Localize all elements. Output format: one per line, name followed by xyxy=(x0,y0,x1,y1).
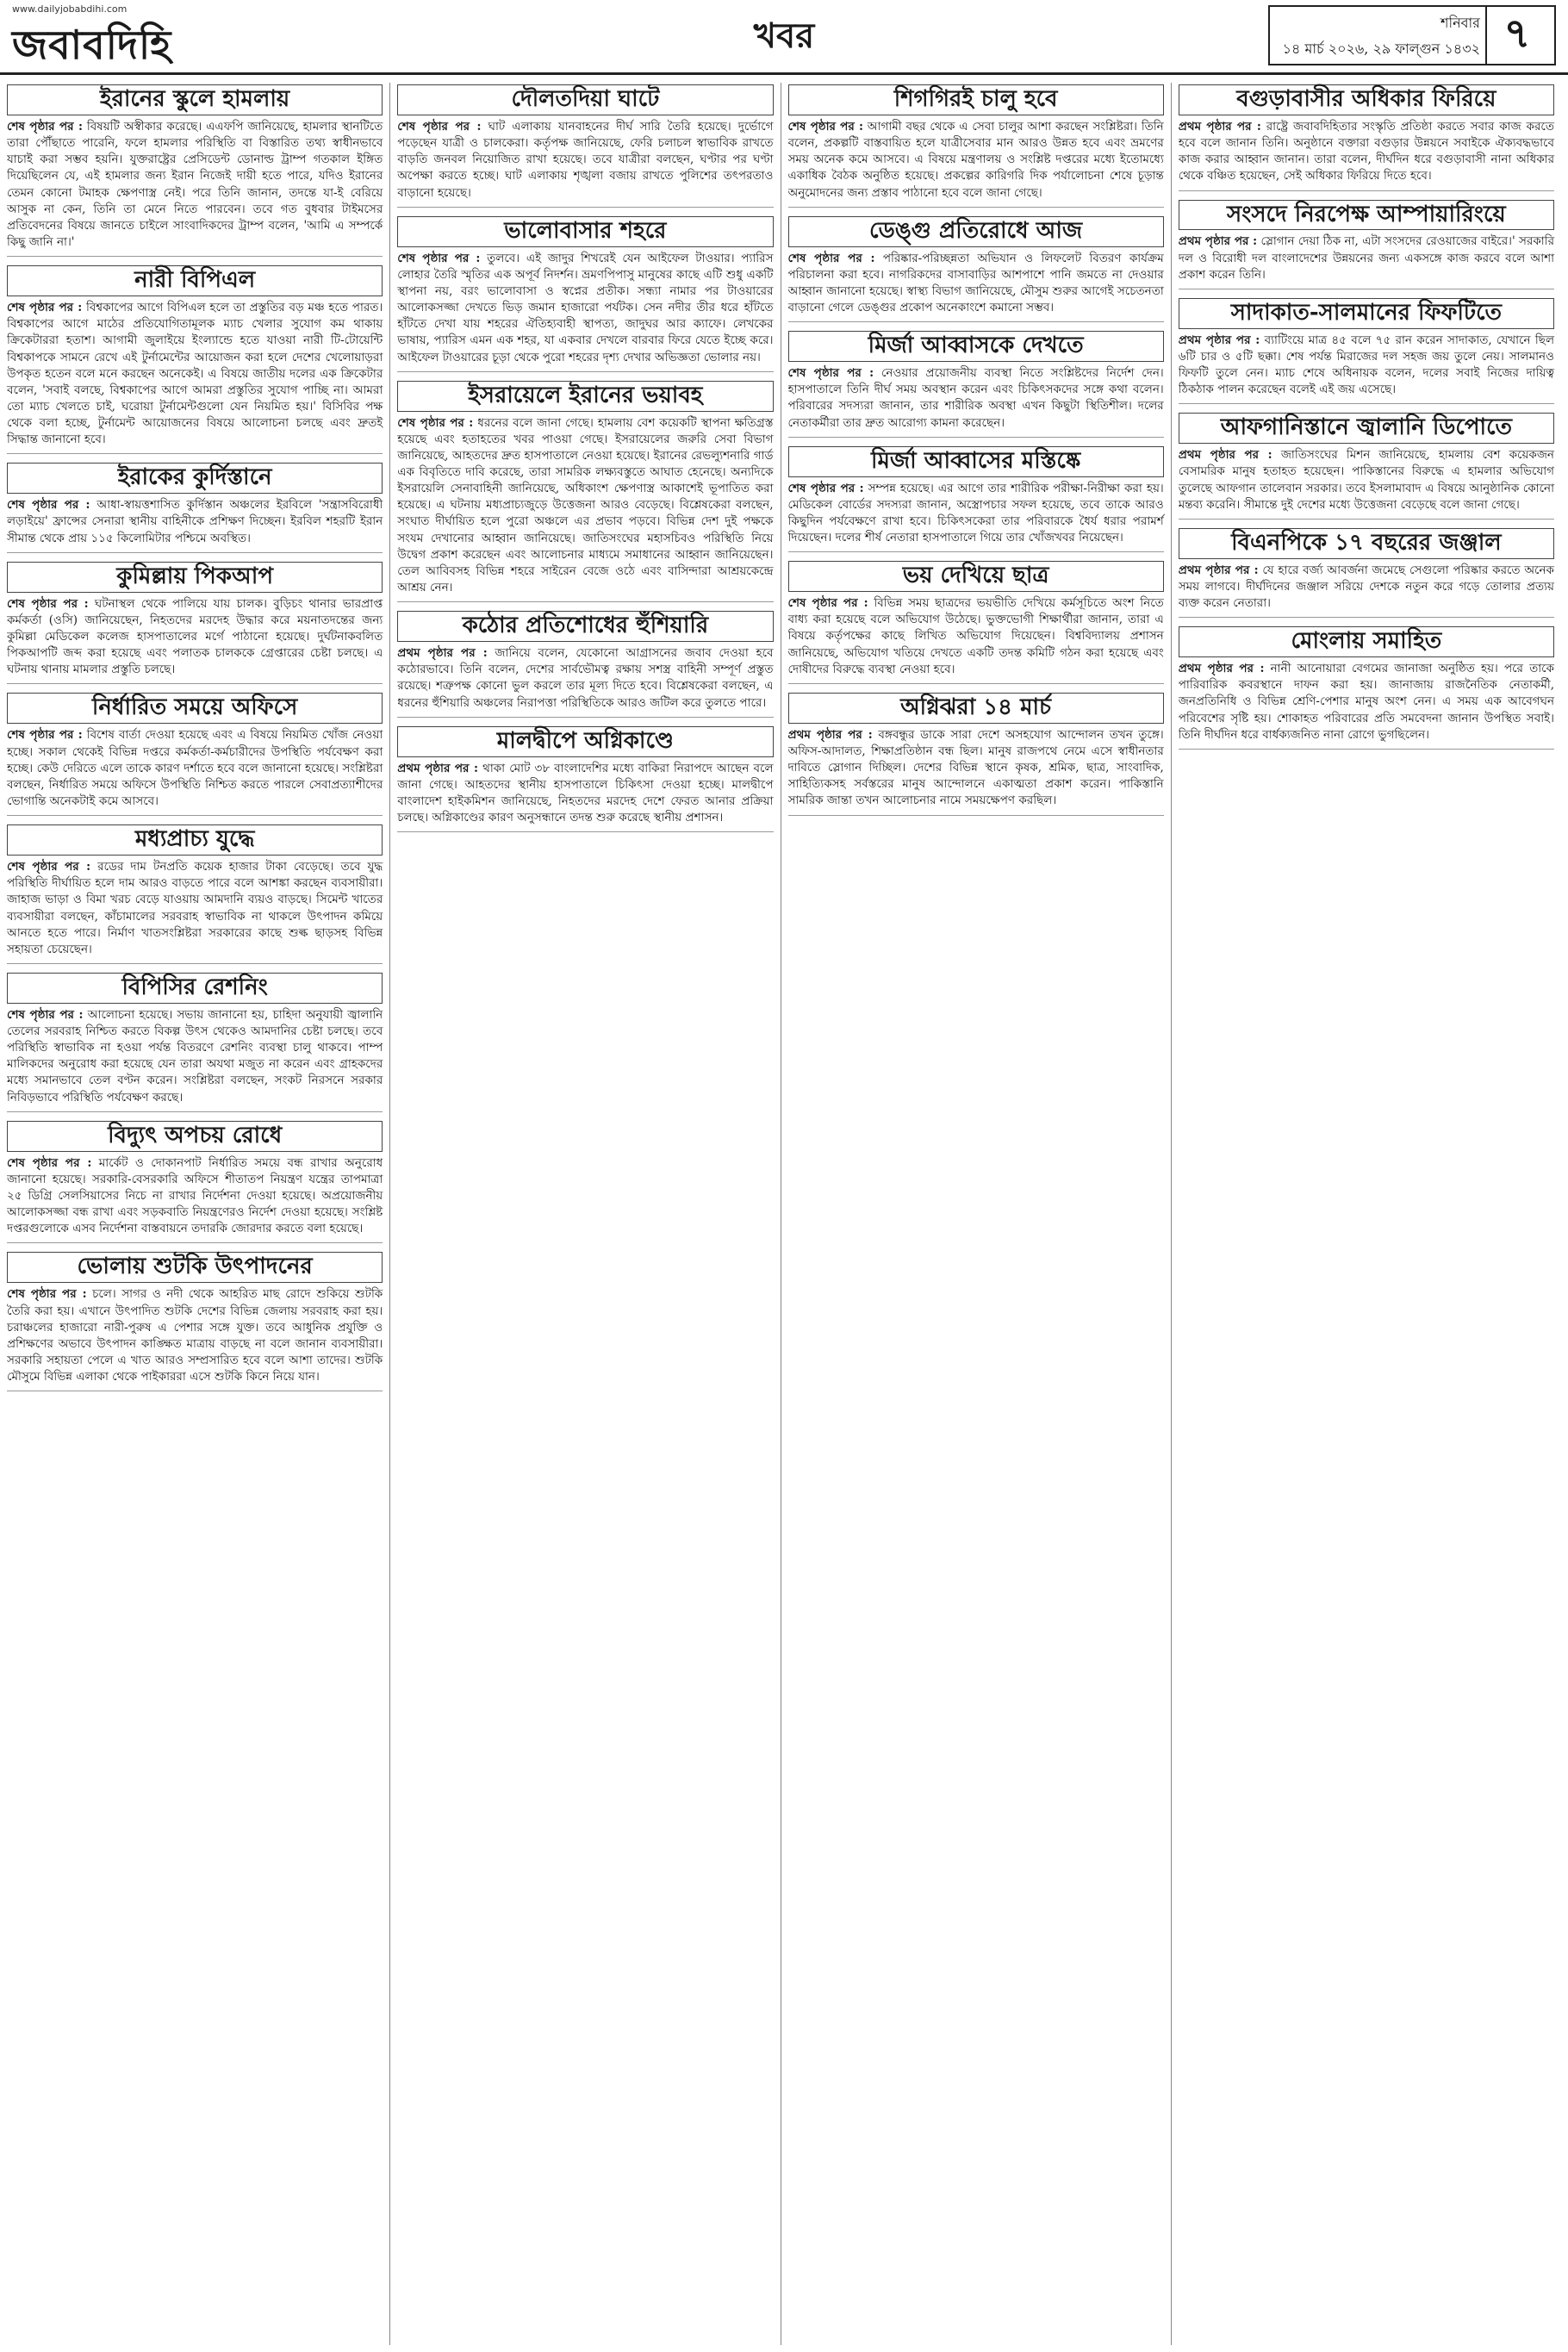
continuation-label: প্রথম পৃষ্ঠার পর : xyxy=(1178,333,1260,347)
story-body xyxy=(7,300,383,448)
story-body xyxy=(1179,119,1554,185)
news-story xyxy=(788,561,1164,684)
story-text: বিশেষ বার্তা দেওয়া হয়েছে এবং এ বিষয়ে নিয়মিত খোঁজ নেওয়া হচ্ছে। সকাল থেকেই বিভিন্ন দপ্তরে কর্মকর্তা-কর্মচারীদের উপস্থিতি পর্যবেক্ষণ করা হচ্ছে। কেউ দেরিতে এলে তাকে কারণ দর্শাতে হবে বলে জানানো হয়েছে। সংশ্লিষ্টরা বলছেন, নির্ধারিত সময়ে অফিসে উপস্থিতি নিশ্চিত করতে পারলে সেবাপ্রত্যাশীদের ভোগান্তি অনেকটাই কমে আসবে। xyxy=(7,728,383,808)
continuation-label: শেষ পৃষ্ঠার পর : xyxy=(397,415,474,430)
news-story xyxy=(788,446,1164,553)
story-text: ঘটনাস্থল থেকে পালিয়ে যায় চালক। বুড়িচং থানার ভারপ্রাপ্ত কর্মকর্তা (ওসি) জানিয়েছেন, নিহতদের মরদেহ উদ্ধার করে ময়নাতদন্তের জন্য কুমিল্লা মেডিকেল কলেজ হাসপাতালের মর্গে পাঠানো হয়েছে। দুর্ঘটনাকবলিত পিকআপটি জব্দ করা হয়েছে এবং পলাতক চালককে গ্রেপ্তারের চেষ্টা চলছে। এ ঘটনায় থানায় মামলার প্রস্তুতি চলছে। xyxy=(7,596,383,677)
story-text: পরিষ্কার-পরিচ্ছন্নতা অভিযান ও লিফলেট বিতরণ কার্যক্রম পরিচালনা করা হবে। নাগরিকদের বাসাবাড়ির আশপাশে পানি জমতে না দেওয়ার আহ্বান জানানো হয়েছে। স্বাস্থ্য বিভাগ জানিয়েছে, মৌসুম শুরুর আগেই সচেতনতা বাড়ানো গেলে ডেঙ্গুর প্রকোপ অনেকাংশে কমানো সম্ভব। xyxy=(787,251,1164,315)
issue-date: ১৪ মার্চ ২০২৬, ২৯ ফাল্গুন ১৪৩২ xyxy=(1282,40,1480,57)
story-body xyxy=(1179,661,1554,744)
story-body xyxy=(7,1286,383,1385)
news-story xyxy=(1179,84,1554,191)
story-headline[interactable]: বিদ্যুৎ অপচয় রোধে xyxy=(7,1121,383,1152)
story-headline[interactable]: আফগানিস্তানে জ্বালানি ডিপোতে xyxy=(1179,413,1554,444)
story-body xyxy=(788,251,1164,317)
story-text: বঙ্গবন্ধুর ডাকে সারা দেশে অসহযোগ আন্দোলন তখন তুঙ্গে। অফিস-আদালত, শিক্ষাপ্রতিষ্ঠান বন্ধ ছিল। মানুষ রাজপথে নেমে এসে স্বাধীনতার দাবিতে স্লোগান দিচ্ছিল। দেশের বিভিন্ন স্থানে কৃষক, শ্রমিক, ছাত্র, সাংবাদিক, সাহিত্যিকসহ সর্বস্তরের মানুষ আন্দোলনে একাত্মতা প্রকাশ করেন। পাকিস্তানি সামরিক জান্তা তখন আলোচনার নামে সময়ক্ষেপণ করছিল। xyxy=(787,727,1164,808)
story-body xyxy=(1179,563,1554,612)
news-story xyxy=(7,1121,383,1244)
story-body xyxy=(1179,333,1554,399)
continuation-label: প্রথম পৃষ্ঠার পর : xyxy=(1178,119,1261,134)
news-story xyxy=(397,611,773,718)
story-headline[interactable]: মোংলায় সমাহিত xyxy=(1179,626,1554,657)
news-story xyxy=(788,84,1164,208)
story-headline[interactable]: ভালোবাসার শহরে xyxy=(397,216,773,247)
story-body xyxy=(7,497,383,546)
story-text: নেওয়ার প্রয়োজনীয় ব্যবস্থা নিতে সংশ্লিষ্টদের নির্দেশ দেন। হাসপাতালে তিনি দীর্ঘ সময় অবস্থান করেন এবং চিকিৎসকদের সঙ্গে কথা বলেন। পরিবারের সদস্যরা জানান, তার শারীরিক অবস্থা এখন কিছুটা স্থিতিশীল। দলের নেতাকর্মীরা তার দ্রুত আরোগ্য কামনা করেছেন। xyxy=(787,366,1164,430)
news-story xyxy=(397,84,773,208)
story-text: আগামী বছর থেকে এ সেবা চালুর আশা করছেন সংশ্লিষ্টরা। তিনি বলেন, প্রকল্পটি বাস্তবায়িত হলে যাত্রীসেবার মান আরও উন্নত হবে এবং ভ্রমণের সময় অনেক কমে আসবে। এ বিষয়ে মন্ত্রণালয় ও সংশ্লিষ্ট দপ্তরের মধ্যে ইতোমধ্যে একাধিক বৈঠক অনুষ্ঠিত হয়েছে। প্রকল্পের কারিগরি দিক পর্যালোচনা শেষে চূড়ান্ত অনুমোদনের জন্য প্রস্তাব পাঠানো হবে বলে জানা গেছে। xyxy=(787,119,1164,200)
story-text: তুলবে। এই জাদুর শিখরেই যেন আইফেল টাওয়ার। প্যারিস লোহার তৈরি স্মৃতির এক অপূর্ব নিদর্শন। ভ্রমণপিপাসু মানুষের কাছে এটি শুধু একটি স্থাপনা নয়, বরং ভালোবাসা ও স্বপ্নের প্রতীক। সন্ধ্যা নামার পর টাওয়ারের আলোকসজ্জা দেখতে ভিড় জমান হাজারো পর্যটক। সেন নদীর তীর ধরে হাঁটতে হাঁটতে দেখা যায় শহরের ঐতিহ্যবাহী স্থাপত্য, জাদুঘর আর ক্যাফে। লেখকের ভাষায়, প্যারিস এমন এক শহর, যা একবার দেখলে বারবার ফিরে যেতে ইচ্ছে করে। আইফেল টাওয়ারের চূড়া থেকে পুরো শহরের দৃশ্য দেখার অভিজ্ঞতা ভোলার নয়। xyxy=(397,251,774,364)
story-headline[interactable]: বগুড়াবাসীর অধিকার ফিরিয়ে xyxy=(1179,84,1554,115)
continuation-label: প্রথম পৃষ্ঠার পর : xyxy=(397,646,488,661)
story-body xyxy=(7,1155,383,1238)
continuation-label: শেষ পৃষ্ঠার পর : xyxy=(7,596,89,611)
story-text: বিভিন্ন সময় ছাত্রদের ভয়ভীতি দেখিয়ে কর্মসূচিতে অংশ নিতে বাধ্য করা হয়েছে বলে অভিযোগ উঠেছে। ভুক্তভোগী শিক্ষার্থীরা জানান, তারা এ বিষয়ে কর্তৃপক্ষের কাছে লিখিত অভিযোগ দিয়েছেন। বিশ্ববিদ্যালয় প্রশাসন জানিয়েছে, অভিযোগ খতিয়ে দেখতে একটি তদন্ত কমিটি গঠন করা হয়েছে এবং দোষীদের বিরুদ্ধে ব্যবস্থা নেওয়া হবে। xyxy=(787,596,1164,676)
news-story xyxy=(788,216,1164,323)
continuation-label: প্রথম পৃষ্ঠার পর : xyxy=(397,761,478,775)
continuation-label: শেষ পৃষ্ঠার পর : xyxy=(7,728,83,743)
story-headline[interactable]: কঠোর প্রতিশোধের হুঁশিয়ারি xyxy=(397,611,773,642)
news-story xyxy=(7,84,383,257)
news-story xyxy=(1179,200,1554,289)
story-body xyxy=(7,727,383,810)
story-text: বিষয়টি অস্বীকার করেছে। এএফপি জানিয়েছে, হামলার স্থানটিতে তারা পৌঁছাতে পারেনি, ফলে হামলার পরিস্থিতি বা বিস্তারিত তথ্য স্বাধীনভাবে যাচাই করা সম্ভব হয়নি। যুক্তরাষ্ট্রের প্রেসিডেন্ট ডোনাল্ড ট্রাম্প গতকাল ইঙ্গিত দিয়েছিলেন যে, এই হামলার জন্য ইরান নিজেই দায়ী হতে পারে, যদিও ইরানের তেমন কোনো টমাহক ক্ষেপণাস্ত্র নেই। পরে তিনি জানান, তদন্তে যা-ই বেরিয়ে আসুক না কেন, তিনি তা মেনে নিতে পারবেন। তবে গত বুধবার টাইমসের প্রতিবেদনের বিষয়ে জানতে চাইলে সাংবাদিকদের ট্রাম্প বলেন, 'আমি এ সম্পর্কে কিছু জানি না।' xyxy=(7,119,383,249)
news-column xyxy=(397,83,781,2345)
news-story xyxy=(397,726,773,833)
news-story xyxy=(7,824,383,964)
story-body xyxy=(788,595,1164,678)
story-text: ঘাট এলাকায় যানবাহনের দীর্ঘ সারি তৈরি হয়েছে। দুর্ভোগে পড়েছেন যাত্রী ও চালকেরা। কর্তৃপক্ষ জানিয়েছে, ফেরি চলাচল স্বাভাবিক রাখতে বাড়তি জনবল নিয়োজিত রাখা হয়েছে। তবে যাত্রীরা বলছেন, ঘণ্টার পর ঘণ্টা অপেক্ষা করতে হচ্ছে। ঘাট এলাকায় শৃঙ্খলা বজায় রাখতে পুলিশের তৎপরতাও বাড়ানো হয়েছে। xyxy=(397,119,774,200)
continuation-label: শেষ পৃষ্ঠার পর : xyxy=(7,498,90,513)
story-headline[interactable]: ভয় দেখিয়ে ছাত্র xyxy=(788,561,1164,592)
continuation-label: শেষ পৃষ্ঠার পর : xyxy=(787,119,863,134)
story-headline[interactable]: ইসরায়েলে ইরানের ভয়াবহ xyxy=(397,381,773,412)
story-text: থাকা মোট ৩৮ বাংলাদেশির মধ্যে বাকিরা নিরাপদে আছেন বলে জানা গেছে। আহতদের স্থানীয় হাসপাতালে চিকিৎসা দেওয়া হচ্ছে। মালদ্বীপে বাংলাদেশ হাইকমিশন জানিয়েছে, নিহতদের মরদেহ দেশে ফেরত আনার প্রক্রিয়া চলছে। অগ্নিকাণ্ডের কারণ অনুসন্ধানে তদন্ত শুরু করেছে স্থানীয় প্রশাসন। xyxy=(397,761,774,825)
continuation-label: শেষ পৃষ্ঠার পর : xyxy=(397,251,481,265)
story-body xyxy=(397,415,773,597)
story-headline[interactable]: নারী বিপিএল xyxy=(7,265,383,296)
continuation-label: শেষ পৃষ্ঠার পর : xyxy=(7,860,91,874)
news-column xyxy=(788,83,1172,2345)
news-story xyxy=(788,331,1164,438)
story-headline[interactable]: সংসদে নিরপেক্ষ আম্পায়ারিংয়ে xyxy=(1179,200,1554,231)
continuation-label: শেষ পৃষ্ঠার পর : xyxy=(7,119,83,134)
story-headline[interactable]: মালদ্বীপে অগ্নিকাণ্ডে xyxy=(397,726,773,757)
news-story xyxy=(1179,413,1554,520)
story-text: রডের দাম টনপ্রতি কয়েক হাজার টাকা বেড়েছে। তবে যুদ্ধ পরিস্থিতি দীর্ঘায়িত হলে দাম আরও বাড়তে পারে বলে আশঙ্কা করছেন ব্যবসায়ীরা। জাহাজ ভাড়া ও বিমা খরচ বেড়ে যাওয়ায় আমদানি ব্যয়ও বাড়ছে। সিমেন্ট খাতের ব্যবসায়ীরা বলছেন, কাঁচামালের সরবরাহ স্বাভাবিক না থাকলে উৎপাদন কমিয়ে আনতে হতে পারে। নির্মাণ খাতসংশ্লিষ্টরা সরকারের কাছে শুল্ক ছাড়সহ বিভিন্ন সহায়তা চেয়েছেন। xyxy=(7,860,383,956)
continuation-label: প্রথম পৃষ্ঠার পর : xyxy=(1178,563,1259,577)
story-text: যে হারে বর্জ্য আবর্জনা জমেছে সেগুলো পরিষ্কার করতে অনেক সময় লাগবে। দীর্ঘদিনের জঞ্জাল সরিয়ে দেশকে নতুন করে গড়ে তোলার প্রত্যয় ব্যক্ত করেন নেতারা। xyxy=(1178,563,1554,611)
story-text: আধা-স্বায়ত্তশাসিত কুর্দিস্তান অঞ্চলের ইরবিলে 'সন্ত্রাসবিরোধী লড়াইয়ে' ফ্রান্সের সেনারা স্থানীয় বাহিনীকে প্রশিক্ষণ দিচ্ছেন। ইরবিল শহরটি ইরান সীমান্ত থেকে প্রায় ১১৫ কিলোমিটার পশ্চিমে অবস্থিত। xyxy=(7,498,383,545)
story-text: ব্যাটিংয়ে মাত্র ৪৫ বলে ৭৫ রান করেন সাদাকাত, যেখানে ছিল ৬টি চার ও ৫টি ছক্কা। শেষ পর্যন্ত মিরাজের দল সহজ জয় তুলে নেয়। সালমানও ফিফটি তুলে নেন। ম্যাচ শেষে অধিনায়ক বলেন, দলের সবাই নিজের দায়িত্ব ঠিকঠাক পালন করেছেন বলেই এই জয় এসেছে। xyxy=(1178,333,1554,397)
section-title: খবর xyxy=(753,16,815,56)
news-column xyxy=(7,83,390,2345)
continuation-label: প্রথম পৃষ্ঠার পর : xyxy=(1178,234,1258,249)
story-text: ধরনের বলে জানা গেছে। হামলায় বেশ কয়েকটি স্থাপনা ক্ষতিগ্রস্ত হয়েছে এবং হতাহতের খবর পাওয়া গেছে। ইসরায়েলের জরুরি সেবা বিভাগ জানিয়েছে, আহতদের দ্রুত হাসপাতালে নেওয়া হয়েছে। ইরানের রেভল্যুশনারি গার্ড এক বিবৃতিতে দাবি করেছে, তারা সামরিক লক্ষ্যবস্তুতে আঘাত হেনেছে। অন্যদিকে ইসরায়েলি সেনাবাহিনী জানিয়েছে, অধিকাংশ ক্ষেপণাস্ত্র আকাশেই ভূপাতিত করা হয়েছে। এ ঘটনায় মধ্যপ্রাচ্যজুড়ে উত্তেজনা আরও বেড়েছে। বিশ্লেষকেরা বলছেন, সংঘাত দীর্ঘায়িত হলে পুরো অঞ্চলে এর প্রভাব পড়বে। বিভিন্ন দেশ দুই পক্ষকে সংযম দেখানোর আহ্বান জানিয়েছে। জাতিসংঘের মহাসচিবও পরিস্থিতি নিয়ে উদ্বেগ প্রকাশ করেছেন এবং আলোচনার মাধ্যমে সমাধানের আহ্বান জানিয়েছেন। তেল আবিবসহ বিভিন্ন শহরে সাইরেন বেজে ওঠে এবং বাসিন্দারা আশ্রয়কেন্দ্রে আশ্রয় নেন। xyxy=(397,415,774,595)
masthead-rule xyxy=(0,72,1568,75)
news-story xyxy=(7,1252,383,1391)
story-headline[interactable]: ডেঙ্গু প্রতিরোধে আজ xyxy=(788,216,1164,247)
story-text: আলোচনা হয়েছে। সভায় জানানো হয়, চাহিদা অনুযায়ী জ্বালানি তেলের সরবরাহ নিশ্চিত করতে বিকল্প উৎস থেকেও আমদানির চেষ্টা চলছে। তবে পরিস্থিতি স্বাভাবিক না হওয়া পর্যন্ত বিতরণে রেশনিং ব্যবস্থা চালু থাকবে। পাম্প মালিকদের অনুরোধ করা হয়েছে যেন তারা অযথা মজুত না করেন এবং গ্রাহকদের মধ্যে সমানভাবে তেল বণ্টন করেন। সংশ্লিষ্টরা বলছেন, সংকট নিরসনে সরকার নিবিড়ভাবে পরিস্থিতি পর্যবেক্ষণ করছে। xyxy=(7,1007,383,1104)
story-headline[interactable]: ইরানের স্কুলে হামলায় xyxy=(7,84,383,115)
story-body xyxy=(788,365,1164,432)
news-story xyxy=(1179,528,1554,618)
news-story xyxy=(788,693,1164,816)
story-headline[interactable]: নির্ধারিত সময়ে অফিসে xyxy=(7,693,383,724)
news-story xyxy=(397,216,773,372)
page-number: ৭ xyxy=(1485,7,1547,64)
story-body xyxy=(397,761,773,827)
story-body xyxy=(7,1007,383,1106)
continuation-label: প্রথম পৃষ্ঠার পর : xyxy=(1178,662,1265,676)
continuation-label: শেষ পৃষ্ঠার পর : xyxy=(7,301,83,315)
story-headline[interactable]: বিএনপিকে ১৭ বছরের জঞ্জাল xyxy=(1179,528,1554,559)
news-story xyxy=(7,265,383,454)
story-text: মার্কেট ও দোকানপাট নির্ধারিত সময়ে বন্ধ রাখার অনুরোধ জানানো হয়েছে। সরকারি-বেসরকারি অফিসে শীতাতপ নিয়ন্ত্রণ যন্ত্রের তাপমাত্রা ২৫ ডিগ্রি সেলসিয়াসের নিচে না রাখার নির্দেশনা দেওয়া হয়েছে। অপ্রয়োজনীয় আলোকসজ্জা বন্ধ রাখা এবং সড়কবাতি নিয়ন্ত্রণেরও নির্দেশ দেওয়া হয়েছে। সংশ্লিষ্ট দপ্তরগুলোকে এসব নির্দেশনা বাস্তবায়নে তদারকি জোরদার করতে বলা হয়েছে। xyxy=(7,1155,383,1236)
story-headline[interactable]: বিপিসির রেশনিং xyxy=(7,973,383,1004)
story-headline[interactable]: মির্জা আব্বাসের মস্তিষ্কে xyxy=(788,446,1164,477)
story-headline[interactable]: মধ্যপ্রাচ্য যুদ্ধে xyxy=(7,824,383,856)
story-headline[interactable]: কুমিল্লায় পিকআপ xyxy=(7,562,383,593)
story-text: বিশ্বকাপের আগে বিপিএল হলে তা প্রস্তুতির বড় মঞ্চ হতে পারত। বিশ্বকাপের আগে মাঠের প্রতিযোগিতামূলক ম্যাচ খেলার সুযোগ কম থাকায় ক্রিকেটাররা হতাশ। আগামী জুলাইয়ে ইংল্যান্ডে হতে যাওয়া নারী টি-টোয়েন্টি বিশ্বকাপকে সামনে রেখে এই টুর্নামেন্টের আয়োজন করা হলে দেশের খেলোয়াড়রা উপকৃত হতেন বলে মনে করছেন অনেকেই। এ বিষয়ে জাতীয় দলের এক ক্রিকেটার বলেন, 'সবাই বলছে, বিশ্বকাপের আগে আমরা প্রস্তুতির সুযোগ পাচ্ছি না। আমরা তো ম্যাচ খেলতে চাই, ঘরোয়া টুর্নামেন্টগুলো যেন নিয়মিত হয়।' বিসিবির পক্ষ থেকে বলা হচ্ছে, টুর্নামেন্ট আয়োজনের বিষয়ে আলোচনা চলছে এবং দ্রুতই সিদ্ধান্ত জানানো হবে। xyxy=(7,301,383,447)
story-body xyxy=(397,251,773,366)
date-box xyxy=(1268,5,1556,65)
news-story xyxy=(7,693,383,816)
story-body xyxy=(7,859,383,958)
news-story xyxy=(1179,298,1554,405)
continuation-label: শেষ পৃষ্ঠার পর : xyxy=(787,251,875,265)
news-column xyxy=(1179,83,1561,2345)
story-body xyxy=(788,481,1164,547)
story-headline[interactable]: সাদাকাত-সালমানের ফিফটিতে xyxy=(1179,298,1554,329)
newspaper-logo: জবাবদিহি xyxy=(12,22,172,68)
story-text: জানিয়ে বলেন, যেকোনো আগ্রাসনের জবাব দেওয়া হবে কঠোরভাবে। তিনি বলেন, দেশের সার্বভৌমত্ব রক্ষায় সশস্ত্র বাহিনী সম্পূর্ণ প্রস্তুত রয়েছে। শত্রুপক্ষ কোনো ভুল করলে তার মূল্য দিতে হবে। বিশ্লেষকেরা বলছেন, এ ধরনের হুঁশিয়ারি অঞ্চলের নিরাপত্তা পরিস্থিতিকে আরও জটিল করে তুলতে পারে। xyxy=(397,646,774,710)
continuation-label: প্রথম পৃষ্ঠার পর : xyxy=(787,727,873,742)
news-story xyxy=(7,463,383,552)
continuation-label: শেষ পৃষ্ঠার পর : xyxy=(787,596,868,611)
continuation-label: শেষ পৃষ্ঠার পর : xyxy=(787,366,874,381)
masthead xyxy=(0,0,1568,71)
story-headline[interactable]: ভোলায় শুটকি উৎপাদনের xyxy=(7,1252,383,1283)
continuation-label: শেষ পৃষ্ঠার পর : xyxy=(787,481,864,495)
continuation-label: শেষ পৃষ্ঠার পর : xyxy=(397,119,482,134)
news-story xyxy=(1179,626,1554,750)
weekday: শনিবার xyxy=(1440,15,1480,31)
news-story xyxy=(7,973,383,1112)
story-body xyxy=(1179,447,1554,513)
story-body xyxy=(7,596,383,679)
continuation-label: প্রথম পৃষ্ঠার পর : xyxy=(1178,448,1272,463)
story-text: জাতিসংঘের মিশন জানিয়েছে, হামলায় বেশ কয়েকজন বেসামরিক মানুষ হতাহত হয়েছেন। পাকিস্তানের বিরুদ্ধে এ হামলার অভিযোগ তুলেছে আফগান তালেবান সরকার। তবে ইসলামাবাদ এ বিষয়ে আনুষ্ঠানিক কোনো মন্তব্য করেনি। সীমান্তে দুই দেশের মধ্যে উত্তেজনা বেড়েছে বলে জানা গেছে। xyxy=(1178,448,1554,512)
story-body xyxy=(397,645,773,712)
story-headline[interactable]: অগ্নিঝরা ১৪ মার্চ xyxy=(788,693,1164,724)
story-headline[interactable]: মির্জা আব্বাসকে দেখতে xyxy=(788,331,1164,362)
story-body xyxy=(7,119,383,251)
story-headline[interactable]: ইরাকের কুর্দিস্তানে xyxy=(7,463,383,494)
story-text: চলে। সাগর ও নদী থেকে আহরিত মাছ রোদে শুকিয়ে শুটকি তৈরি করা হয়। এখানে উৎপাদিত শুটকি দেশের বিভিন্ন জেলায় সরবরাহ করা হয়। চরাঞ্চলের হাজারো নারী-পুরুষ এ পেশার সঙ্গে যুক্ত। তবে আধুনিক প্রযুক্তি ও প্রশিক্ষণের অভাবে উৎপাদন কাঙ্ক্ষিত মাত্রায় বাড়ছে না বলে জানান ব্যবসায়ীরা। সরকারি সহায়তা পেলে এ খাত আরও সম্প্রসারিত হবে বলে আশা তাদের। শুটকি মৌসুমে বিভিন্ন এলাকা থেকে পাইকাররা এসে শুটকি কিনে নিয়ে যান। xyxy=(7,1287,383,1384)
story-headline[interactable]: শিগগিরই চালু হবে xyxy=(788,84,1164,115)
story-text: স্লোগান দেয়া ঠিক না, এটা সংসদের রেওয়াজের বাইরে।' সরকারি দল ও বিরোধী দল বাংলাদেশের উন্নয়নের জন্য একসঙ্গে কাজ করবে বলে আশা প্রকাশ করেন তিনি। xyxy=(1178,234,1554,282)
story-body xyxy=(788,727,1164,810)
story-text: সম্পন্ন হয়েছে। এর আগে তার শারীরিক পরীক্ষা-নিরীক্ষা করা হয়। মেডিকেল বোর্ডের সদস্যরা জানান, অস্ত্রোপচার সফল হয়েছে, তবে তাকে আরও কিছুদিন পর্যবেক্ষণে রাখা হবে। চিকিৎসকেরা তার পরিবারকে ধৈর্য ধরার পরামর্শ দিয়েছেন। দলের শীর্ষ নেতারা হাসপাতালে গিয়ে তার খোঁজখবর নিয়েছেন। xyxy=(787,481,1164,545)
continuation-label: শেষ পৃষ্ঠার পর : xyxy=(7,1287,87,1302)
story-headline[interactable]: দৌলতদিয়া ঘাটে xyxy=(397,84,773,115)
story-text: নানী আনোয়ারা বেগমের জানাজা অনুষ্ঠিত হয়। পরে তাকে পারিবারিক কবরস্থানে দাফন করা হয়। জানাজায় রাজনৈতিক নেতাকর্মী, জনপ্রতিনিধি ও বিভিন্ন শ্রেণি-পেশার মানুষ অংশ নেন। এ সময় এক আবেগঘন পরিবেশের সৃষ্টি হয়। শোকাহত পরিবারের প্রতি সমবেদনা জানান উপস্থিত সবাই। তিনি দীর্ঘদিন ধরে বার্ধক্যজনিত নানা রোগে ভুগছিলেন। xyxy=(1178,662,1554,742)
news-columns xyxy=(7,83,1561,2345)
story-body xyxy=(1179,233,1554,283)
story-body xyxy=(397,119,773,202)
continuation-label: শেষ পৃষ্ঠার পর : xyxy=(7,1155,92,1170)
story-body xyxy=(788,119,1164,202)
story-text: রাষ্ট্রে জবাবদিহিতার সংস্কৃতি প্রতিষ্ঠা করতে সবার কাজ করতে হবে বলে জানান তিনি। অনুষ্ঠানে বক্তারা বগুড়ার উন্নয়নে সবাইকে ঐক্যবদ্ধভাবে কাজ করার আহ্বান জানান। তারা বলেন, দীর্ঘদিন ধরে বগুড়াবাসী নানা অধিকার থেকে বঞ্চিত হয়েছেন, সেই অধিকার ফিরিয়ে দিতে হবে। xyxy=(1178,119,1554,184)
news-story xyxy=(397,381,773,603)
continuation-label: শেষ পৃষ্ঠার পর : xyxy=(7,1007,84,1022)
news-story xyxy=(7,562,383,685)
website-url: www.dailyjobabdihi.com xyxy=(12,3,128,15)
